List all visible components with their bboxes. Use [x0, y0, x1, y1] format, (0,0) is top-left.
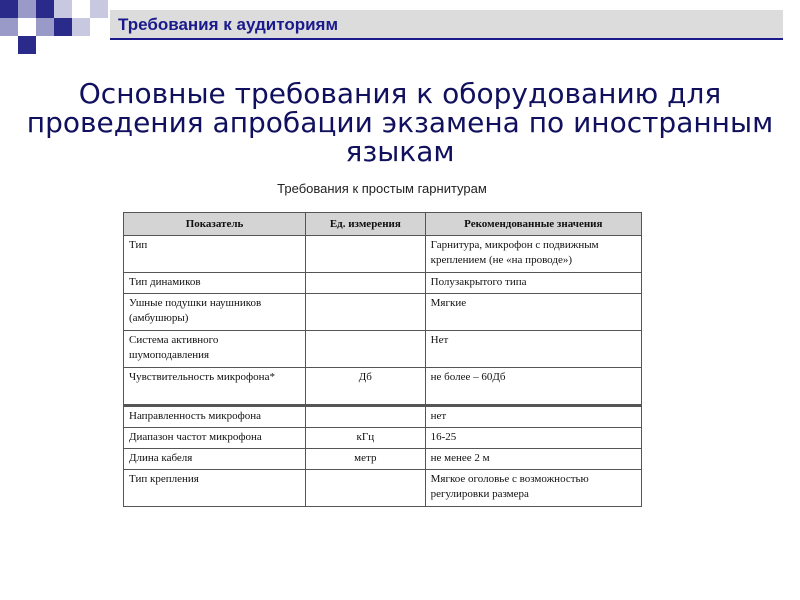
table-row [124, 406, 642, 428]
decor-square [72, 18, 90, 36]
table-row [124, 273, 642, 294]
table-row [124, 294, 642, 331]
table-row [124, 331, 642, 368]
header-bar [110, 10, 783, 40]
header-title: Требования к аудиториям [118, 15, 339, 34]
cell-unit [306, 406, 426, 428]
cell-value: Нет [425, 331, 641, 368]
cell-value: нет [425, 406, 641, 428]
cell-value: не менее 2 м [425, 449, 641, 470]
cell-parameter: Тип крепления [124, 470, 306, 507]
table-header-row [124, 213, 642, 236]
decor-square [54, 0, 72, 18]
decor-square [54, 18, 72, 36]
cell-parameter: Чувствительность микрофона* [124, 368, 306, 406]
cell-unit [306, 331, 426, 368]
decor-square [18, 36, 36, 54]
cell-unit [306, 470, 426, 507]
decor-square [36, 18, 54, 36]
cell-unit: метр [306, 449, 426, 470]
page-title: Основные требования к оборудованию для проведения апробации экзамена по иностранным языкам [26, 77, 774, 168]
cell-value: Гарнитура, микрофон с подвижным креплением (не «на проводе») [425, 236, 641, 273]
cell-value: Полузакрытого типа [425, 273, 641, 294]
cell-unit [306, 273, 426, 294]
decor-square [18, 0, 36, 18]
decor-square [0, 0, 18, 18]
cell-parameter: Длина кабеля [124, 449, 306, 470]
cell-parameter: Тип динамиков [124, 273, 306, 294]
cell-parameter: Тип [124, 236, 306, 273]
cell-value: не более – 60Дб [425, 368, 641, 406]
cell-parameter: Диапазон частот микрофона [124, 428, 306, 449]
table-row [124, 236, 642, 273]
column-header-parameter: Показатель [124, 213, 306, 236]
decor-square [90, 0, 108, 18]
column-header-unit: Ед. измерения [306, 213, 426, 236]
cell-parameter: Система активного шумоподавления [124, 331, 306, 368]
column-header-value: Рекомендованные значения [425, 213, 641, 236]
cell-parameter: Направленность микрофона [124, 406, 306, 428]
cell-value: Мягкое оголовье с возможностью регулировки размера [425, 470, 641, 507]
requirements-table-container [123, 212, 642, 507]
decor-square [0, 18, 18, 36]
table-row [124, 368, 642, 406]
table-row [124, 470, 642, 507]
table-row [124, 428, 642, 449]
requirements-table [123, 212, 642, 507]
cell-unit: кГц [306, 428, 426, 449]
cell-value: 16-25 [425, 428, 641, 449]
cell-unit [306, 236, 426, 273]
cell-parameter: Ушные подушки наушников (амбушюры) [124, 294, 306, 331]
cell-unit: Дб [306, 368, 426, 406]
table-row [124, 449, 642, 470]
table-caption: Требования к простым гарнитурам [277, 181, 487, 196]
decor-square [36, 0, 54, 18]
cell-value: Мягкие [425, 294, 641, 331]
cell-unit [306, 294, 426, 331]
